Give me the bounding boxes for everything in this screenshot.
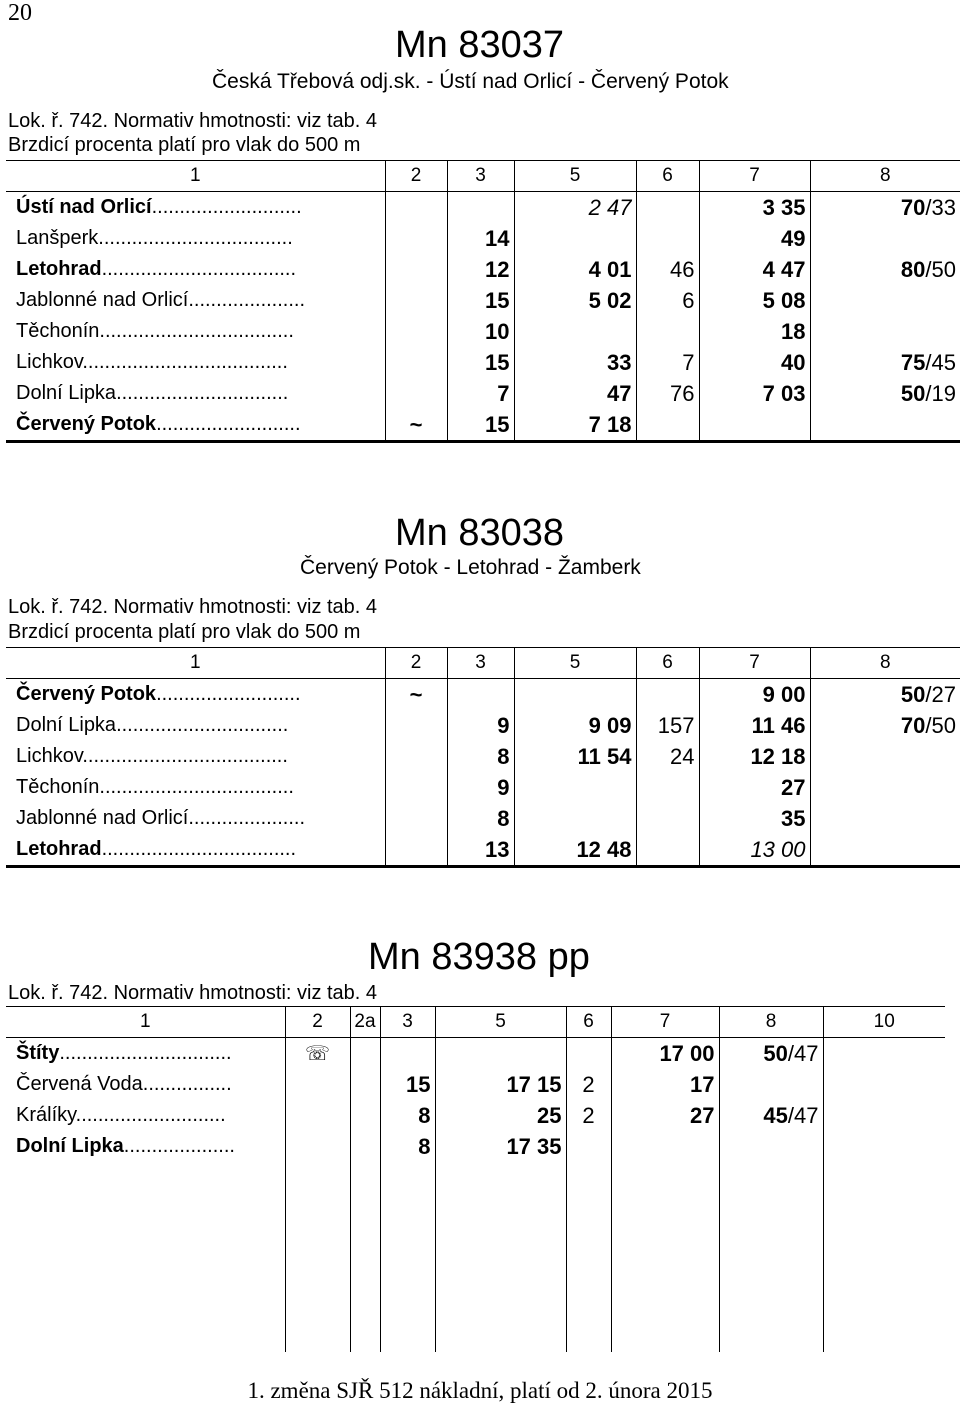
col-header: 3 <box>447 161 514 192</box>
column-header-row <box>6 1007 945 1038</box>
cell-c2 <box>385 378 447 409</box>
cell-c2a <box>350 1038 380 1070</box>
table-row <box>6 772 960 803</box>
col-header: 10 <box>823 1007 945 1038</box>
brake-note: Brzdicí procenta platí pro vlak do 500 m <box>8 621 361 643</box>
cell-c2 <box>385 347 447 378</box>
station-name: Dolní Lipka............................... <box>16 714 289 736</box>
train-title: Mn 83037 <box>395 24 565 66</box>
cell-c8: 80/50 <box>810 254 960 285</box>
cell-c3: 14 <box>447 223 514 254</box>
brake-note: Brzdicí procenta platí pro vlak do 500 m <box>8 134 361 156</box>
cell-c8 <box>810 285 960 316</box>
cell-c7: 11 46 <box>699 710 810 741</box>
cell-c5 <box>514 316 636 347</box>
cell-c2a <box>350 1069 380 1100</box>
cell-c3: 8 <box>380 1131 435 1162</box>
cell-c6 <box>566 1131 611 1162</box>
table-row <box>6 254 960 285</box>
cell-c2 <box>385 285 447 316</box>
cell-c7 <box>611 1131 719 1162</box>
cell-c7 <box>699 409 810 442</box>
table-row <box>6 1131 945 1162</box>
table-row <box>6 347 960 378</box>
col-header: 6 <box>636 161 699 192</box>
cell-c6: 2 <box>566 1100 611 1131</box>
station-name: Lichkov..................................... <box>16 351 288 373</box>
cell-c8 <box>810 803 960 834</box>
cell-c8 <box>719 1069 823 1100</box>
station-name: Letohrad................................... <box>6 834 385 867</box>
cell-c2 <box>385 803 447 834</box>
cell-c2 <box>385 741 447 772</box>
cell-c8: 45/47 <box>719 1100 823 1131</box>
cell-c5: 25 <box>435 1100 566 1131</box>
station-name: Červený Potok.......................... <box>6 409 385 442</box>
cell-c3 <box>447 679 514 711</box>
loco-note: Lok. ř. 742. Normativ hmotnosti: viz tab. 4 <box>8 596 378 618</box>
tilde-icon: ~ <box>385 409 447 442</box>
station-name: Jablonné nad Orlicí..................... <box>16 807 306 829</box>
footer-note: 1. změna SJŘ 512 nákladní, platí od 2. února 2015 <box>247 1378 713 1403</box>
table-row <box>6 285 960 316</box>
table-row <box>6 223 960 254</box>
cell-c2 <box>385 316 447 347</box>
col-header: 5 <box>514 161 636 192</box>
station-name: Jablonné nad Orlicí..................... <box>16 289 306 311</box>
cell-c6 <box>636 772 699 803</box>
cell-c5: 2 47 <box>514 192 636 224</box>
cell-c6: 2 <box>566 1069 611 1100</box>
cell-c5 <box>514 679 636 711</box>
station-name: Dolní Lipka.................... <box>16 1135 235 1157</box>
col-header: 5 <box>514 648 636 679</box>
col-header: 2 <box>385 648 447 679</box>
timetable <box>6 160 960 443</box>
cell-c3: 13 <box>447 834 514 867</box>
loco-note: Lok. ř. 742. Normativ hmotnosti: viz tab. 4 <box>8 982 378 1004</box>
cell-c6: 7 <box>636 347 699 378</box>
cell-c7: 27 <box>699 772 810 803</box>
col-header: 2a <box>350 1007 380 1038</box>
timetable <box>6 1006 945 1352</box>
cell-c6: 76 <box>636 378 699 409</box>
cell-c10 <box>823 1131 945 1162</box>
cell-c5 <box>514 223 636 254</box>
cell-c8 <box>719 1131 823 1162</box>
col-header: 6 <box>636 648 699 679</box>
cell-c7: 17 00 <box>611 1038 719 1070</box>
cell-c5 <box>435 1038 566 1070</box>
cell-c8: 50/47 <box>719 1038 823 1070</box>
col-header: 7 <box>699 648 810 679</box>
tilde-icon: ~ <box>385 679 447 711</box>
cell-c8 <box>810 741 960 772</box>
cell-c2 <box>285 1131 350 1162</box>
col-header: 5 <box>435 1007 566 1038</box>
cell-c3: 12 <box>447 254 514 285</box>
cell-c3: 10 <box>447 316 514 347</box>
cell-c3 <box>380 1038 435 1070</box>
col-header: 3 <box>447 648 514 679</box>
col-header: 7 <box>611 1007 719 1038</box>
cell-c8 <box>810 409 960 442</box>
cell-c7: 40 <box>699 347 810 378</box>
cell-c3: 9 <box>447 710 514 741</box>
table-row <box>6 316 960 347</box>
cell-c7: 17 <box>611 1069 719 1100</box>
cell-c7: 9 00 <box>699 679 810 711</box>
cell-c8: 50/27 <box>810 679 960 711</box>
station-name: Těchonín................................... <box>16 776 294 798</box>
train-title: Mn 83038 <box>395 512 565 554</box>
col-header: 8 <box>810 648 960 679</box>
cell-c6 <box>636 679 699 711</box>
cell-c5: 11 54 <box>514 741 636 772</box>
col-header: 8 <box>810 161 960 192</box>
table-row <box>6 378 960 409</box>
table-row-spacer <box>6 1162 945 1352</box>
cell-c2 <box>385 223 447 254</box>
col-header: 1 <box>6 161 385 192</box>
table-row <box>6 679 960 711</box>
cell-c2 <box>385 772 447 803</box>
cell-c6 <box>636 834 699 867</box>
cell-c5 <box>514 772 636 803</box>
cell-c3: 15 <box>447 347 514 378</box>
cell-c3 <box>447 192 514 224</box>
station-name: Ústí nad Orlicí........................... <box>16 196 302 218</box>
cell-c8: 70/33 <box>810 192 960 224</box>
cell-c7: 27 <box>611 1100 719 1131</box>
cell-c8 <box>810 772 960 803</box>
cell-c3: 15 <box>380 1069 435 1100</box>
cell-c2 <box>285 1100 350 1131</box>
cell-c6 <box>636 223 699 254</box>
cell-c5: 4 01 <box>514 254 636 285</box>
table-row <box>6 803 960 834</box>
cell-c5: 7 18 <box>514 409 636 442</box>
cell-c7: 5 08 <box>699 285 810 316</box>
cell-c2 <box>385 254 447 285</box>
cell-c7: 7 03 <box>699 378 810 409</box>
cell-c8: 50/19 <box>810 378 960 409</box>
cell-c8: 70/50 <box>810 710 960 741</box>
cell-c7: 4 47 <box>699 254 810 285</box>
cell-c3: 7 <box>447 378 514 409</box>
cell-c6: 6 <box>636 285 699 316</box>
cell-c8 <box>810 316 960 347</box>
cell-c5: 47 <box>514 378 636 409</box>
station-name: Letohrad................................... <box>16 258 297 280</box>
cell-c5: 12 48 <box>514 834 636 867</box>
table-row <box>6 1069 945 1100</box>
cell-c5: 5 02 <box>514 285 636 316</box>
column-header-row <box>6 161 960 192</box>
cell-c10 <box>823 1100 945 1131</box>
cell-c10 <box>823 1038 945 1070</box>
cell-c2a <box>350 1131 380 1162</box>
cell-c6: 46 <box>636 254 699 285</box>
station-name: Červený Potok.......................... <box>16 683 301 705</box>
col-header: 7 <box>699 161 810 192</box>
cell-c6: 24 <box>636 741 699 772</box>
cell-c2 <box>385 834 447 867</box>
loco-note: Lok. ř. 742. Normativ hmotnosti: viz tab. 4 <box>8 110 378 132</box>
col-header: 3 <box>380 1007 435 1038</box>
table-row <box>6 834 960 867</box>
cell-c8 <box>810 223 960 254</box>
table-row <box>6 741 960 772</box>
table-row <box>6 1038 945 1070</box>
train-title-suffix: pp <box>547 936 590 978</box>
cell-c2 <box>385 710 447 741</box>
cell-c2a <box>350 1100 380 1131</box>
cell-c10 <box>823 1069 945 1100</box>
cell-c3: 8 <box>447 803 514 834</box>
table-row <box>6 1100 945 1131</box>
cell-c5: 33 <box>514 347 636 378</box>
page-number: 20 <box>8 0 32 26</box>
station-name: Těchonín................................... <box>16 320 294 342</box>
train-route: Červený Potok - Letohrad - Žamberk <box>300 556 641 579</box>
station-name: Lanšperk................................... <box>16 227 293 249</box>
cell-c7: 12 18 <box>699 741 810 772</box>
table-row <box>6 710 960 741</box>
cell-c3: 9 <box>447 772 514 803</box>
col-header: 2 <box>385 161 447 192</box>
station-name: Červená Voda................ <box>16 1073 232 1095</box>
cell-c5: 17 35 <box>435 1131 566 1162</box>
cell-c3: 8 <box>447 741 514 772</box>
cell-c7: 13 00 <box>699 834 810 867</box>
cell-c3: 8 <box>380 1100 435 1131</box>
table-row <box>6 192 960 224</box>
station-name: Dolní Lipka............................... <box>16 382 289 404</box>
cell-c7: 3 35 <box>699 192 810 224</box>
cell-c6: 157 <box>636 710 699 741</box>
column-header-row <box>6 648 960 679</box>
station-name: Králíky........................... <box>16 1104 226 1126</box>
cell-c3: 15 <box>447 285 514 316</box>
cell-c6 <box>636 192 699 224</box>
cell-c6 <box>636 803 699 834</box>
cell-c3: 15 <box>447 409 514 442</box>
col-header: 1 <box>6 648 385 679</box>
col-header: 6 <box>566 1007 611 1038</box>
cell-c5: 17 15 <box>435 1069 566 1100</box>
station-name: Lichkov..................................... <box>16 745 288 767</box>
col-header: 8 <box>719 1007 823 1038</box>
train-route: Česká Třebová odj.sk. - Ústí nad Orlicí - Červený Potok <box>212 70 729 93</box>
cell-c6 <box>636 409 699 442</box>
cell-c5 <box>514 803 636 834</box>
cell-c7: 18 <box>699 316 810 347</box>
train-title: Mn 83938 pp <box>368 936 590 978</box>
cell-c2 <box>385 192 447 224</box>
table-row <box>6 409 960 442</box>
timetable <box>6 647 960 868</box>
col-header: 1 <box>6 1007 285 1038</box>
cell-c2 <box>285 1069 350 1100</box>
cell-c7: 35 <box>699 803 810 834</box>
col-header: 2 <box>285 1007 350 1038</box>
cell-c7: 49 <box>699 223 810 254</box>
cell-c6 <box>636 316 699 347</box>
station-name: Štíty............................... <box>16 1042 232 1064</box>
cell-c6 <box>566 1038 611 1070</box>
cell-c5: 9 09 <box>514 710 636 741</box>
cell-c8: 75/45 <box>810 347 960 378</box>
telephone-icon: ☏ <box>285 1038 350 1070</box>
cell-c8 <box>810 834 960 867</box>
